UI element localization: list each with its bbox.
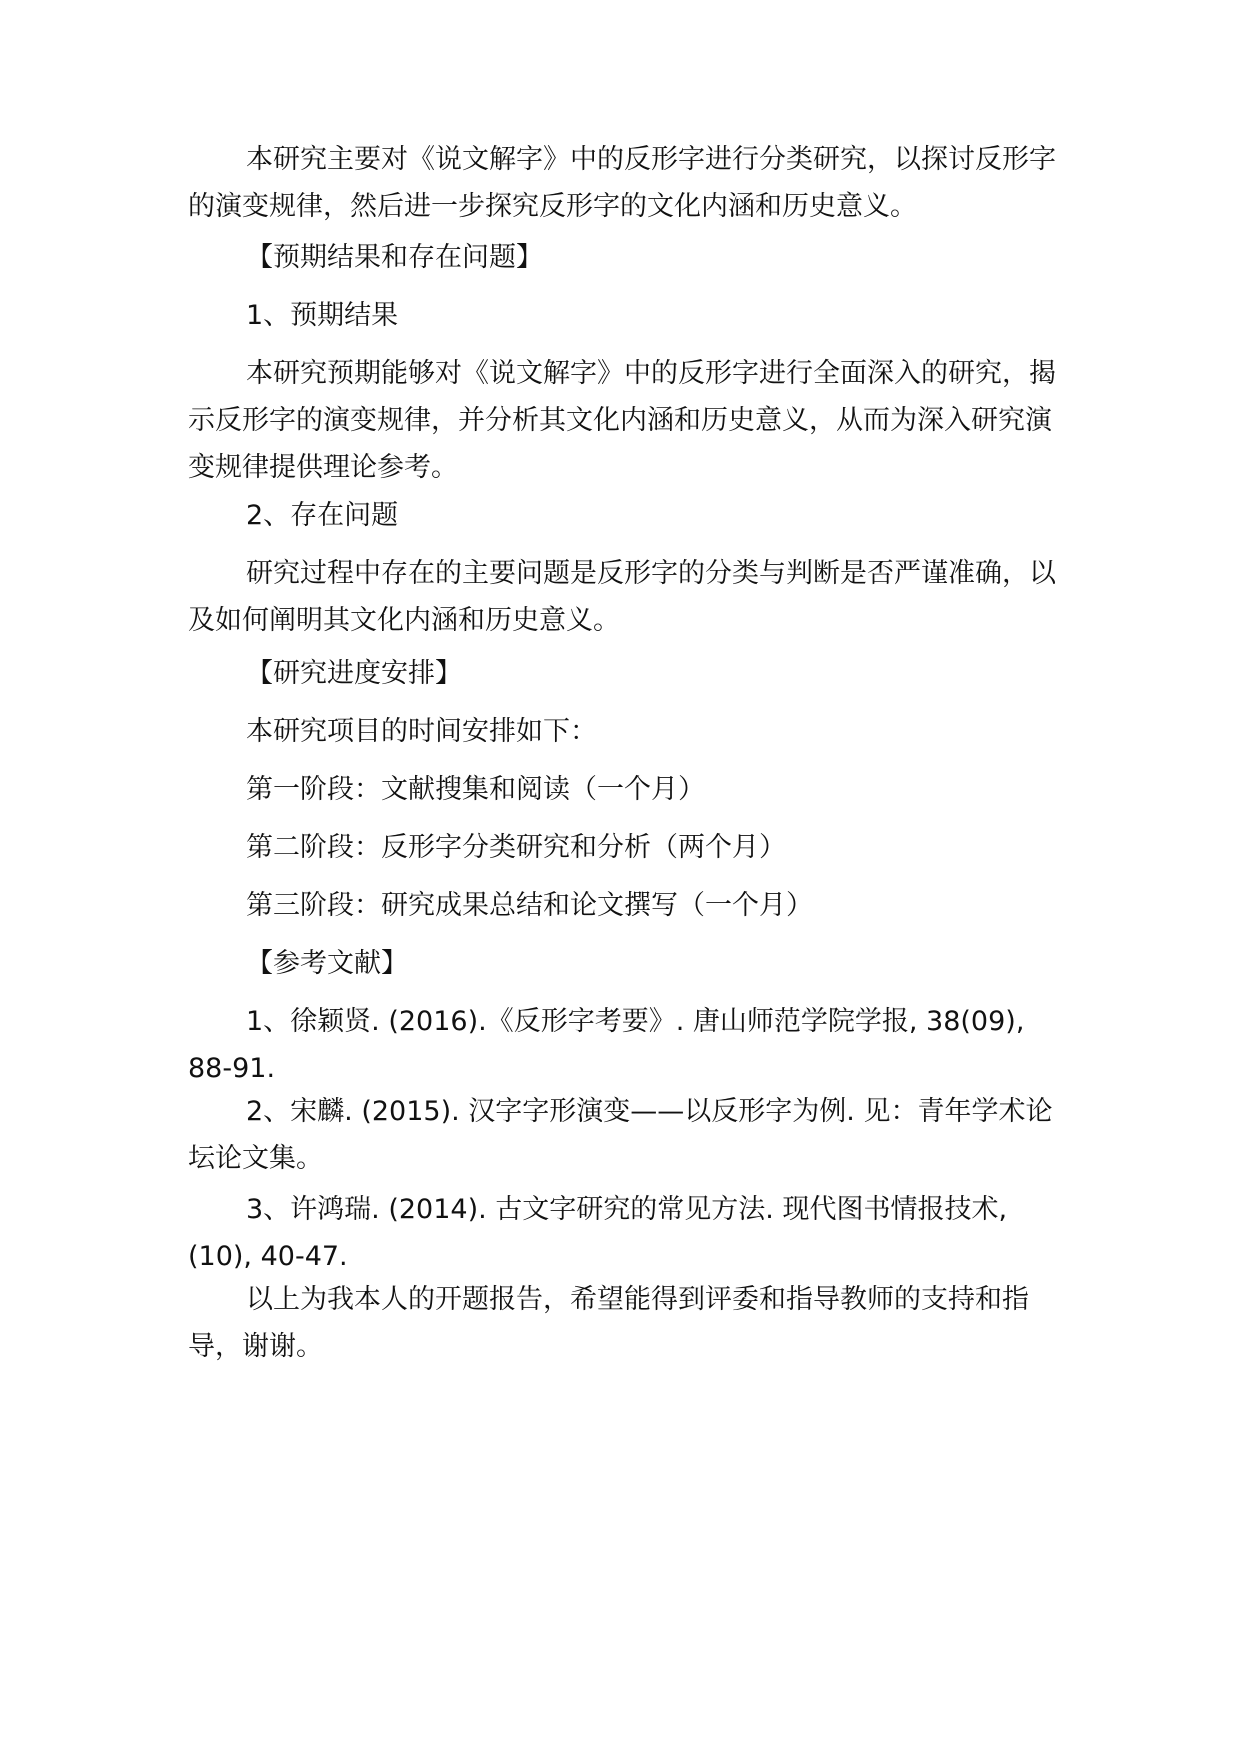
- schedule-stage-1: 第一阶段：文献搜集和阅读（一个月）: [246, 774, 705, 805]
- subheading-problems: 2、存在问题: [246, 500, 399, 531]
- section-heading-references: 【参考文献】: [246, 948, 408, 979]
- intro-paragraph: 本研究主要对《说文解字》中的反形字进行分类研究，以探讨反形字的演变规律，然后进一步探究反形字的文化内涵和历史意义。: [188, 144, 1056, 222]
- reference-item-1: 1、徐颖贤. (2016).《反形字考要》. 唐山师范学院学报, 38(09), 88-91.: [188, 1006, 1025, 1084]
- reference-item-3: 3、许鸿瑞. (2014). 古文字研究的常见方法. 现代图书情报技术, (10), 40-47.: [188, 1194, 1008, 1272]
- subheading-expected-results: 1、预期结果: [246, 300, 399, 331]
- closing-paragraph: 以上为我本人的开题报告，希望能得到评委和指导教师的支持和指导，谢谢。: [188, 1284, 1029, 1362]
- schedule-stage-2: 第二阶段：反形字分类研究和分析（两个月）: [246, 832, 786, 863]
- expected-results-paragraph: 本研究预期能够对《说文解字》中的反形字进行全面深入的研究，揭示反形字的演变规律，并分析其文化内涵和历史意义，从而为深入研究演变规律提供理论参考。: [188, 358, 1056, 483]
- reference-item-2: 2、宋麟. (2015). 汉字字形演变——以反形字为例. 见：青年学术论坛论文集。: [188, 1096, 1053, 1174]
- section-heading-expected: 【预期结果和存在问题】: [246, 242, 543, 273]
- schedule-stage-3: 第三阶段：研究成果总结和论文撰写（一个月）: [246, 890, 813, 921]
- schedule-intro: 本研究项目的时间安排如下：: [246, 716, 597, 747]
- problems-paragraph: 研究过程中存在的主要问题是反形字的分类与判断是否严谨准确，以及如何阐明其文化内涵和历史意义。: [188, 558, 1056, 636]
- section-heading-schedule: 【研究进度安排】: [246, 658, 462, 689]
